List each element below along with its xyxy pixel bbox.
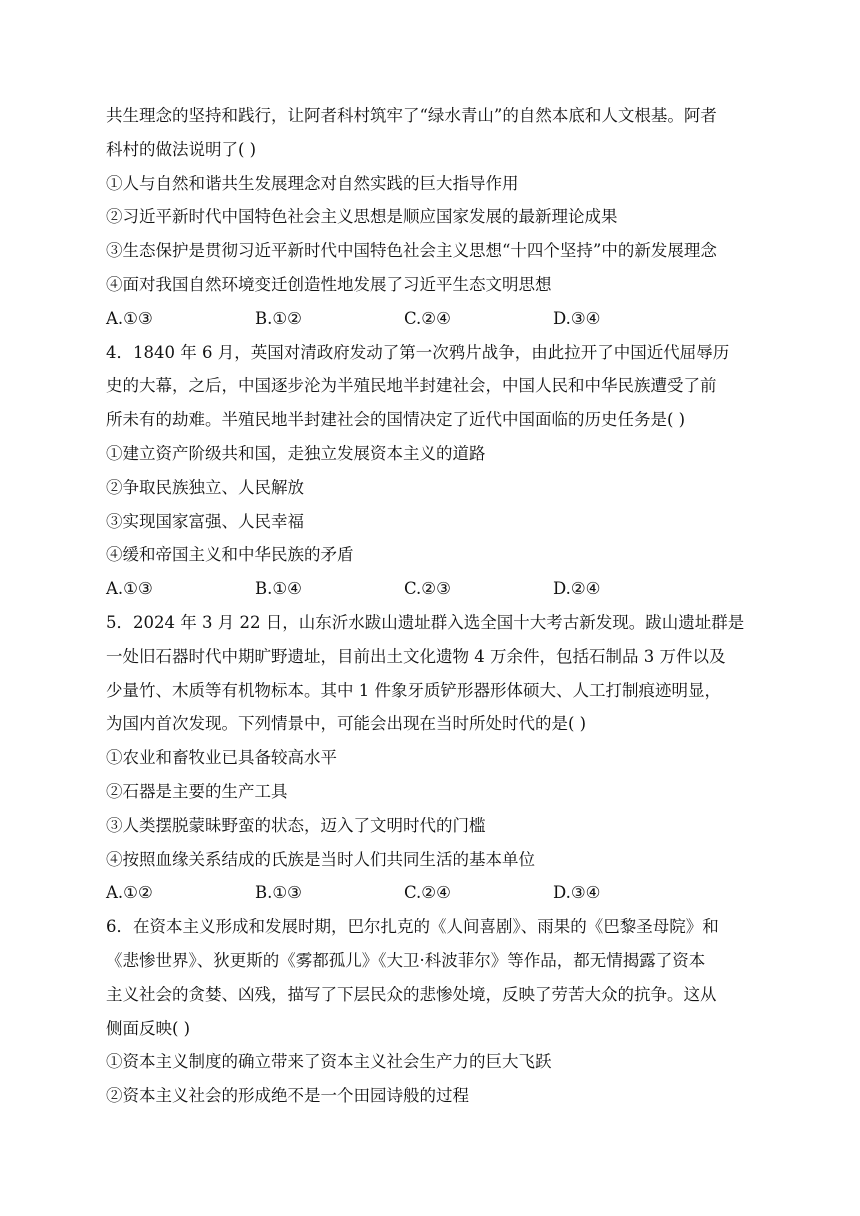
statement-2: ②资本主义社会的形成绝不是一个田园诗般的过程	[106, 1086, 469, 1106]
statement-2: ②石器是主要的生产工具	[106, 781, 288, 801]
option-d: D.②④	[553, 579, 601, 599]
question-text-line: 侧面反映( )	[106, 1018, 191, 1038]
statement-4: ④缓和帝国主义和中华民族的矛盾	[106, 545, 354, 565]
option-b: B.①②	[255, 308, 302, 328]
question-text-line: 主义社会的贪婪、凶残，描写了下层民众的悲惨处境，反映了劳苦大众的抗争。这从	[106, 984, 717, 1004]
statement-4: ④按照血缘关系结成的氏族是当时人们共同生活的基本单位	[106, 849, 535, 869]
question-4	[106, 336, 800, 606]
question-text-line: 6．在资本主义形成和发展时期，巴尔扎克的《人间喜剧》、雨果的《巴黎圣母院》和	[106, 917, 719, 937]
option-b: B.①④	[255, 579, 302, 599]
answer-options	[106, 876, 800, 910]
option-a: A.①②	[106, 883, 153, 903]
option-c: C.②④	[404, 883, 451, 903]
answer-options	[106, 302, 800, 336]
question-text-line: 《悲惨世界》、狄更斯的《雾都孤儿》《大卫·科波菲尔》等作品，都无情揭露了资本	[106, 950, 706, 970]
question-text-line: 为国内首次发现。下列情景中，可能会出现在当时所处时代的是( )	[106, 714, 587, 734]
statement-4: ④面对我国自然环境变迁创造性地发展了习近平生态文明思想	[106, 274, 552, 294]
statement-3: ③实现国家富强、人民幸福	[106, 511, 304, 531]
statement-2: ②习近平新时代中国特色社会主义思想是顺应国家发展的最新理论成果	[106, 207, 618, 227]
statement-2: ②争取民族独立、人民解放	[106, 477, 304, 497]
question-text-line: 一处旧石器时代中期旷野遗址，目前出土文化遗物 4 万余件，包括石制品 3 万件以及	[106, 646, 726, 666]
option-a: A.①③	[106, 579, 153, 599]
question-6	[106, 910, 800, 1113]
statement-3: ③生态保护是贯彻习近平新时代中国特色社会主义思想“十四个坚持”中的新发展理念	[106, 241, 717, 261]
option-d: D.③④	[553, 883, 601, 903]
option-c: C.②④	[404, 308, 451, 328]
statement-3: ③人类摆脱蒙昧野蛮的状态，迈入了文明时代的门槛	[106, 815, 486, 835]
statement-1: ①人与自然和谐共生发展理念对自然实践的巨大指导作用	[106, 173, 519, 193]
statement-1: ①资本主义制度的确立带来了资本主义社会生产力的巨大飞跃	[106, 1052, 552, 1072]
statement-1: ①农业和畜牧业已具备较高水平	[106, 748, 337, 768]
question-text-line: 所未有的劫难。半殖民地半封建社会的国情决定了近代中国面临的历史任务是( )	[106, 410, 686, 430]
question-text-line: 5．2024 年 3 月 22 日，山东沂水跋山遗址群入选全国十大考古新发现。跋山遗址群是	[106, 612, 745, 632]
question-text-line: 少量竹、木质等有机物标本。其中 1 件象牙质铲形器形体硕大、人工打制痕迹明显，	[106, 680, 721, 700]
option-c: C.②③	[404, 579, 451, 599]
statement-1: ①建立资产阶级共和国，走独立发展资本主义的道路	[106, 443, 486, 463]
question-text-line: 科村的做法说明了( )	[106, 139, 257, 159]
question-text-line: 共生理念的坚持和践行，让阿者科村筑牢了“绿水青山”的自然本底和人文根基。阿者	[106, 106, 717, 125]
question-5	[106, 606, 800, 910]
option-d: D.③④	[553, 308, 601, 328]
answer-options	[106, 572, 800, 606]
question-3-continued	[106, 99, 800, 336]
option-b: B.①③	[255, 883, 302, 903]
option-a: A.①③	[106, 308, 153, 328]
question-text-line: 史的大幕，之后，中国逐步沦为半殖民地半封建社会，中国人民和中华民族遭受了前	[106, 376, 717, 396]
question-text-line: 4．1840 年 6 月，英国对清政府发动了第一次鸦片战争，由此拉开了中国近代屈辱历	[106, 342, 730, 362]
